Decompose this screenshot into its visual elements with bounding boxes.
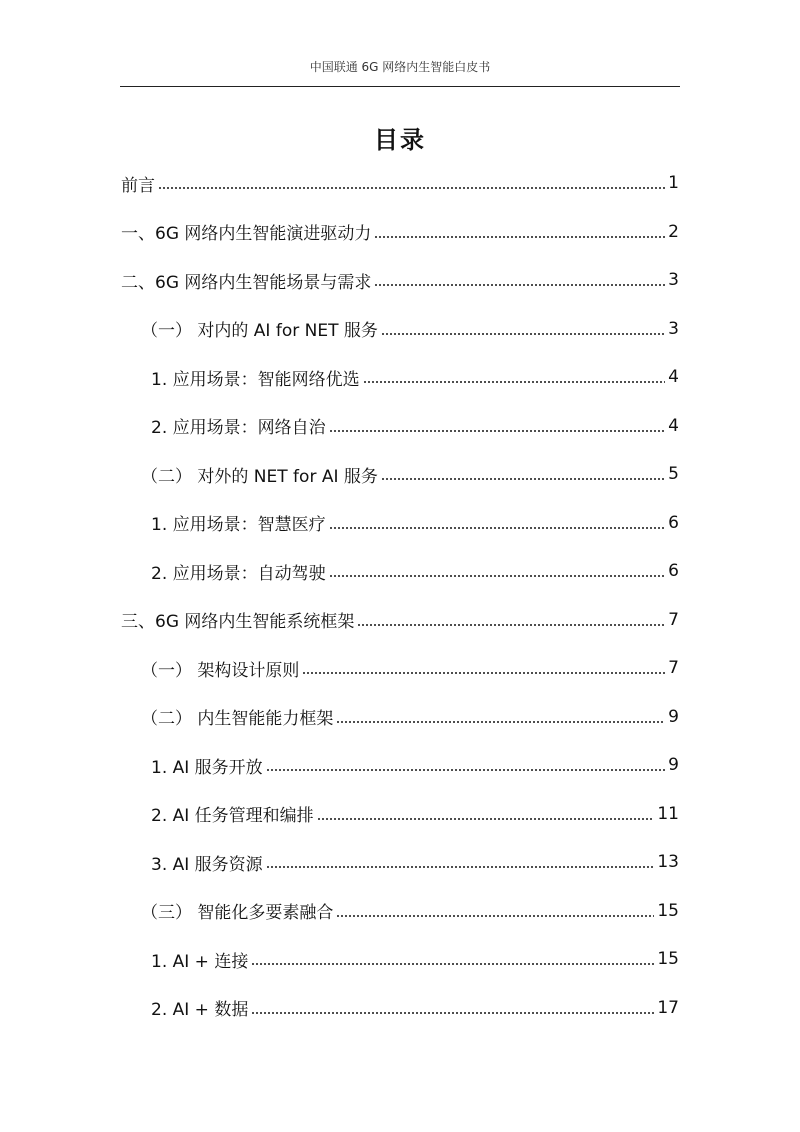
toc-entry-section-3-2-3[interactable] xyxy=(151,847,679,877)
toc-entry-section-3-1[interactable] xyxy=(141,653,679,683)
toc-entry-page: 7 xyxy=(668,658,679,678)
toc-entry-section-3-2-2[interactable] xyxy=(151,799,679,829)
toc-entry-text: 2. 应用场景：自动驾驶 xyxy=(151,563,326,584)
toc-entry-text: （一） 对内的 AI for NET 服务 xyxy=(141,321,378,341)
toc-entry-text: 2. AI + 数据 xyxy=(151,1000,249,1020)
toc-entry-text: 1. AI 服务开放 xyxy=(151,757,263,778)
toc-entry-page: 3 xyxy=(668,270,679,290)
toc-entry-text: 2. AI 任务管理和编排 xyxy=(151,806,314,826)
dot-leader xyxy=(329,527,666,529)
toc-entry-section-2-2[interactable] xyxy=(141,459,679,489)
dot-leader xyxy=(251,963,654,965)
header-divider xyxy=(120,86,680,87)
toc-entry-text: 3. AI 服务资源 xyxy=(151,854,263,875)
toc-entry-section-2-2-1[interactable] xyxy=(151,508,679,538)
toc-entry-preface[interactable] xyxy=(121,168,679,198)
toc-entry-section-3-3-2[interactable] xyxy=(151,993,679,1023)
dot-leader xyxy=(302,672,665,674)
toc-entry-text: 前言 xyxy=(121,175,155,196)
toc-entry-page: 17 xyxy=(657,997,679,1018)
toc-entry-section-3-2[interactable] xyxy=(141,702,679,732)
toc-entry-text: （二） 内生智能能力框架 xyxy=(141,709,334,729)
toc-entry-text: 二、6G 网络内生智能场景与需求 xyxy=(121,272,372,293)
toc-entry-page: 6 xyxy=(668,512,679,533)
dot-leader xyxy=(266,769,666,771)
dot-leader xyxy=(266,866,655,868)
toc-entry-page: 1 xyxy=(668,173,679,193)
toc-entry-section-1[interactable] xyxy=(121,217,679,247)
toc-entry-page: 15 xyxy=(657,949,679,969)
toc-entry-text: （三） 智能化多要素融合 xyxy=(141,903,334,923)
dot-leader xyxy=(374,284,665,286)
toc-entry-page: 6 xyxy=(668,561,679,581)
toc-entry-section-3[interactable] xyxy=(121,605,679,635)
toc-entry-text: 一、6G 网络内生智能演进驱动力 xyxy=(121,224,372,244)
toc-entry-page: 3 xyxy=(668,318,679,339)
toc-entry-page: 4 xyxy=(668,367,679,387)
toc-entry-section-2[interactable] xyxy=(121,265,679,295)
toc-entry-page: 9 xyxy=(668,706,679,727)
toc-entry-text: 2. 应用场景：网络自治 xyxy=(151,418,326,438)
toc-entry-page: 11 xyxy=(657,803,679,824)
toc-entry-page: 5 xyxy=(668,464,679,484)
dot-leader xyxy=(317,818,655,820)
dot-leader xyxy=(329,430,666,432)
toc-entry-text: 1. 应用场景：智能网络优选 xyxy=(151,369,360,390)
toc-entry-section-2-1-2[interactable] xyxy=(151,411,679,441)
dot-leader xyxy=(336,915,654,917)
toc-entry-text: 1. 应用场景：智慧医疗 xyxy=(151,515,326,535)
toc-entry-section-2-2-2[interactable] xyxy=(151,556,679,586)
toc-entry-text: 1. AI + 连接 xyxy=(151,951,249,972)
toc-entry-page: 2 xyxy=(668,221,679,242)
toc-entry-section-3-3[interactable] xyxy=(141,896,679,926)
running-header: 中国联通 6G 网络内生智能白皮书 xyxy=(309,60,491,74)
toc-entry-section-2-1[interactable] xyxy=(141,314,679,344)
toc-entry-section-2-1-1[interactable] xyxy=(151,362,679,392)
toc-entry-text: 三、6G 网络内生智能系统框架 xyxy=(121,612,355,632)
toc-entry-page: 15 xyxy=(657,900,679,921)
toc-entry-text: （一） 架构设计原则 xyxy=(141,660,300,681)
dot-leader xyxy=(381,478,665,480)
dot-leader xyxy=(251,1012,654,1014)
dot-leader xyxy=(329,575,666,577)
toc-entry-section-3-2-1[interactable] xyxy=(151,750,679,780)
toc-entry-page: 4 xyxy=(668,415,679,436)
dot-leader xyxy=(357,624,665,626)
dot-leader xyxy=(374,236,665,238)
toc-entry-page: 9 xyxy=(668,755,679,775)
dot-leader xyxy=(158,187,665,189)
dot-leader xyxy=(381,333,665,335)
toc-title: 目录 xyxy=(374,126,426,154)
toc-entry-page: 7 xyxy=(668,609,679,630)
dot-leader xyxy=(363,381,666,383)
dot-leader xyxy=(336,721,665,723)
toc-entry-section-3-3-1[interactable] xyxy=(151,944,679,974)
toc-entry-page: 13 xyxy=(657,852,679,872)
toc-entry-text: （二） 对外的 NET for AI 服务 xyxy=(141,466,378,487)
